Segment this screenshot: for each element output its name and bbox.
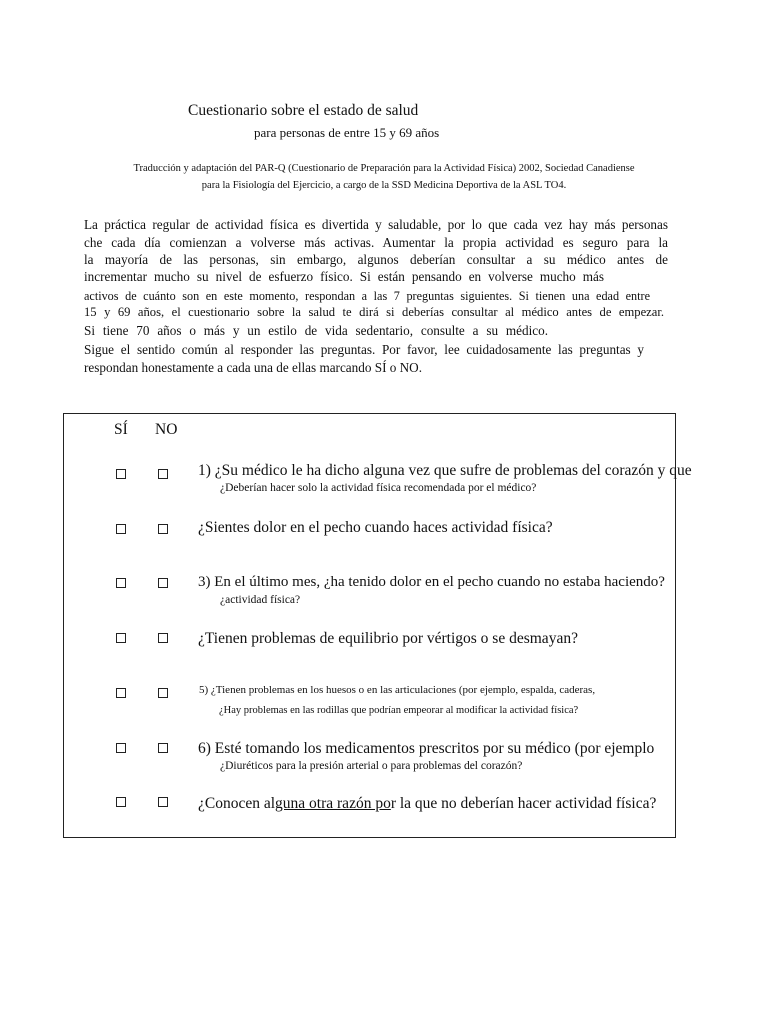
intro-line: Si tiene 70 años o más y un estilo de vida sedentario, consulte a su médico. <box>84 323 548 338</box>
question-7-text-pre: ¿Conocen al <box>198 795 276 812</box>
page-subtitle: para personas de entre 15 y 69 años <box>254 125 440 140</box>
q4-yes-checkbox[interactable] <box>116 633 126 643</box>
credit-line-2: para la Fisiología del Ejercicio, a cargo de la SSD Medicina Deportiva de la ASL TO4. <box>201 180 567 191</box>
q7-no-checkbox[interactable] <box>158 797 168 807</box>
q2-yes-checkbox[interactable] <box>116 524 126 534</box>
intro-line: incrementar mucho su nivel de esfuerzo físico. Si están pensando en volverse mucho más <box>84 269 604 284</box>
intro-line: che cada día comienzan a volverse más activas. Aumentar la propia actividad es seguro para la <box>84 235 668 250</box>
q7-yes-checkbox[interactable] <box>116 797 126 807</box>
question-7-text-underlined: guna otra razón po <box>275 795 391 812</box>
intro-line: activos de cuánto son en este momento, respondan a las 7 preguntas siguientes. Si tienen una edad entre <box>84 289 650 303</box>
question-2-text: ¿Sientes dolor en el pecho cuando haces actividad física? <box>198 519 553 536</box>
question-5-text: 5) ¿Tienen problemas en los huesos o en las articulaciones (por ejemplo, espalda, caderas, <box>199 684 596 696</box>
question-3-text: 3) En el último mes, ¿ha tenido dolor en el pecho cuando no estaba haciendo? <box>198 574 665 590</box>
question-3-subtext: ¿actividad física? <box>220 594 301 606</box>
q5-yes-checkbox[interactable] <box>116 688 126 698</box>
question-4-text: ¿Tienen problemas de equilibrio por vértigos o se desmayan? <box>198 630 578 647</box>
q2-no-checkbox[interactable] <box>158 524 168 534</box>
intro-line: La práctica regular de actividad física es divertida y saludable, por lo que cada vez hay más personas <box>84 217 668 232</box>
question-6-text: 6) Esté tomando los medicamentos prescritos por su médico (por ejemplo <box>198 740 655 757</box>
question-1-subtext: ¿Deberían hacer solo la actividad física recomendada por el médico? <box>220 482 537 494</box>
q6-yes-checkbox[interactable] <box>116 743 126 753</box>
intro-line: la mayoría de las personas, sin embargo, algunos deberían consultar a su médico antes de <box>84 252 668 267</box>
q4-no-checkbox[interactable] <box>158 633 168 643</box>
q6-no-checkbox[interactable] <box>158 743 168 753</box>
q5-no-checkbox[interactable] <box>158 688 168 698</box>
question-7-text-post: r la que no deberían hacer actividad física? <box>390 795 657 812</box>
intro-line: 15 y 69 años, el cuestionario sobre la salud te dirá si deberías consultar al médico antes de empezar. <box>84 305 664 319</box>
q1-no-checkbox[interactable] <box>158 469 168 479</box>
intro-line: respondan honestamente a cada una de ellas marcando SÍ o NO. <box>84 360 422 375</box>
q1-yes-checkbox[interactable] <box>116 469 126 479</box>
credit-line-1: Traducción y adaptación del PAR-Q (Cuestionario de Preparación para la Actividad Física) 2002, Sociedad Canadiense <box>133 163 635 174</box>
q3-yes-checkbox[interactable] <box>116 578 126 588</box>
question-1-text: 1) ¿Su médico le ha dicho alguna vez que sufre de problemas del corazón y que <box>198 462 692 479</box>
intro-line: Sigue el sentido común al responder las preguntas. Por favor, lee cuidadosamente las preguntas y <box>84 342 644 357</box>
yes-column-header: SÍ <box>114 421 128 438</box>
question-5-subtext: ¿Hay problemas en las rodillas que podrían empeorar al modificar la actividad física? <box>219 705 579 716</box>
question-7-text <box>198 795 656 813</box>
page-title: Cuestionario sobre el estado de salud <box>188 102 419 119</box>
q3-no-checkbox[interactable] <box>158 578 168 588</box>
no-column-header: NO <box>155 421 178 438</box>
question-6-subtext: ¿Diuréticos para la presión arterial o para problemas del corazón? <box>220 760 523 772</box>
